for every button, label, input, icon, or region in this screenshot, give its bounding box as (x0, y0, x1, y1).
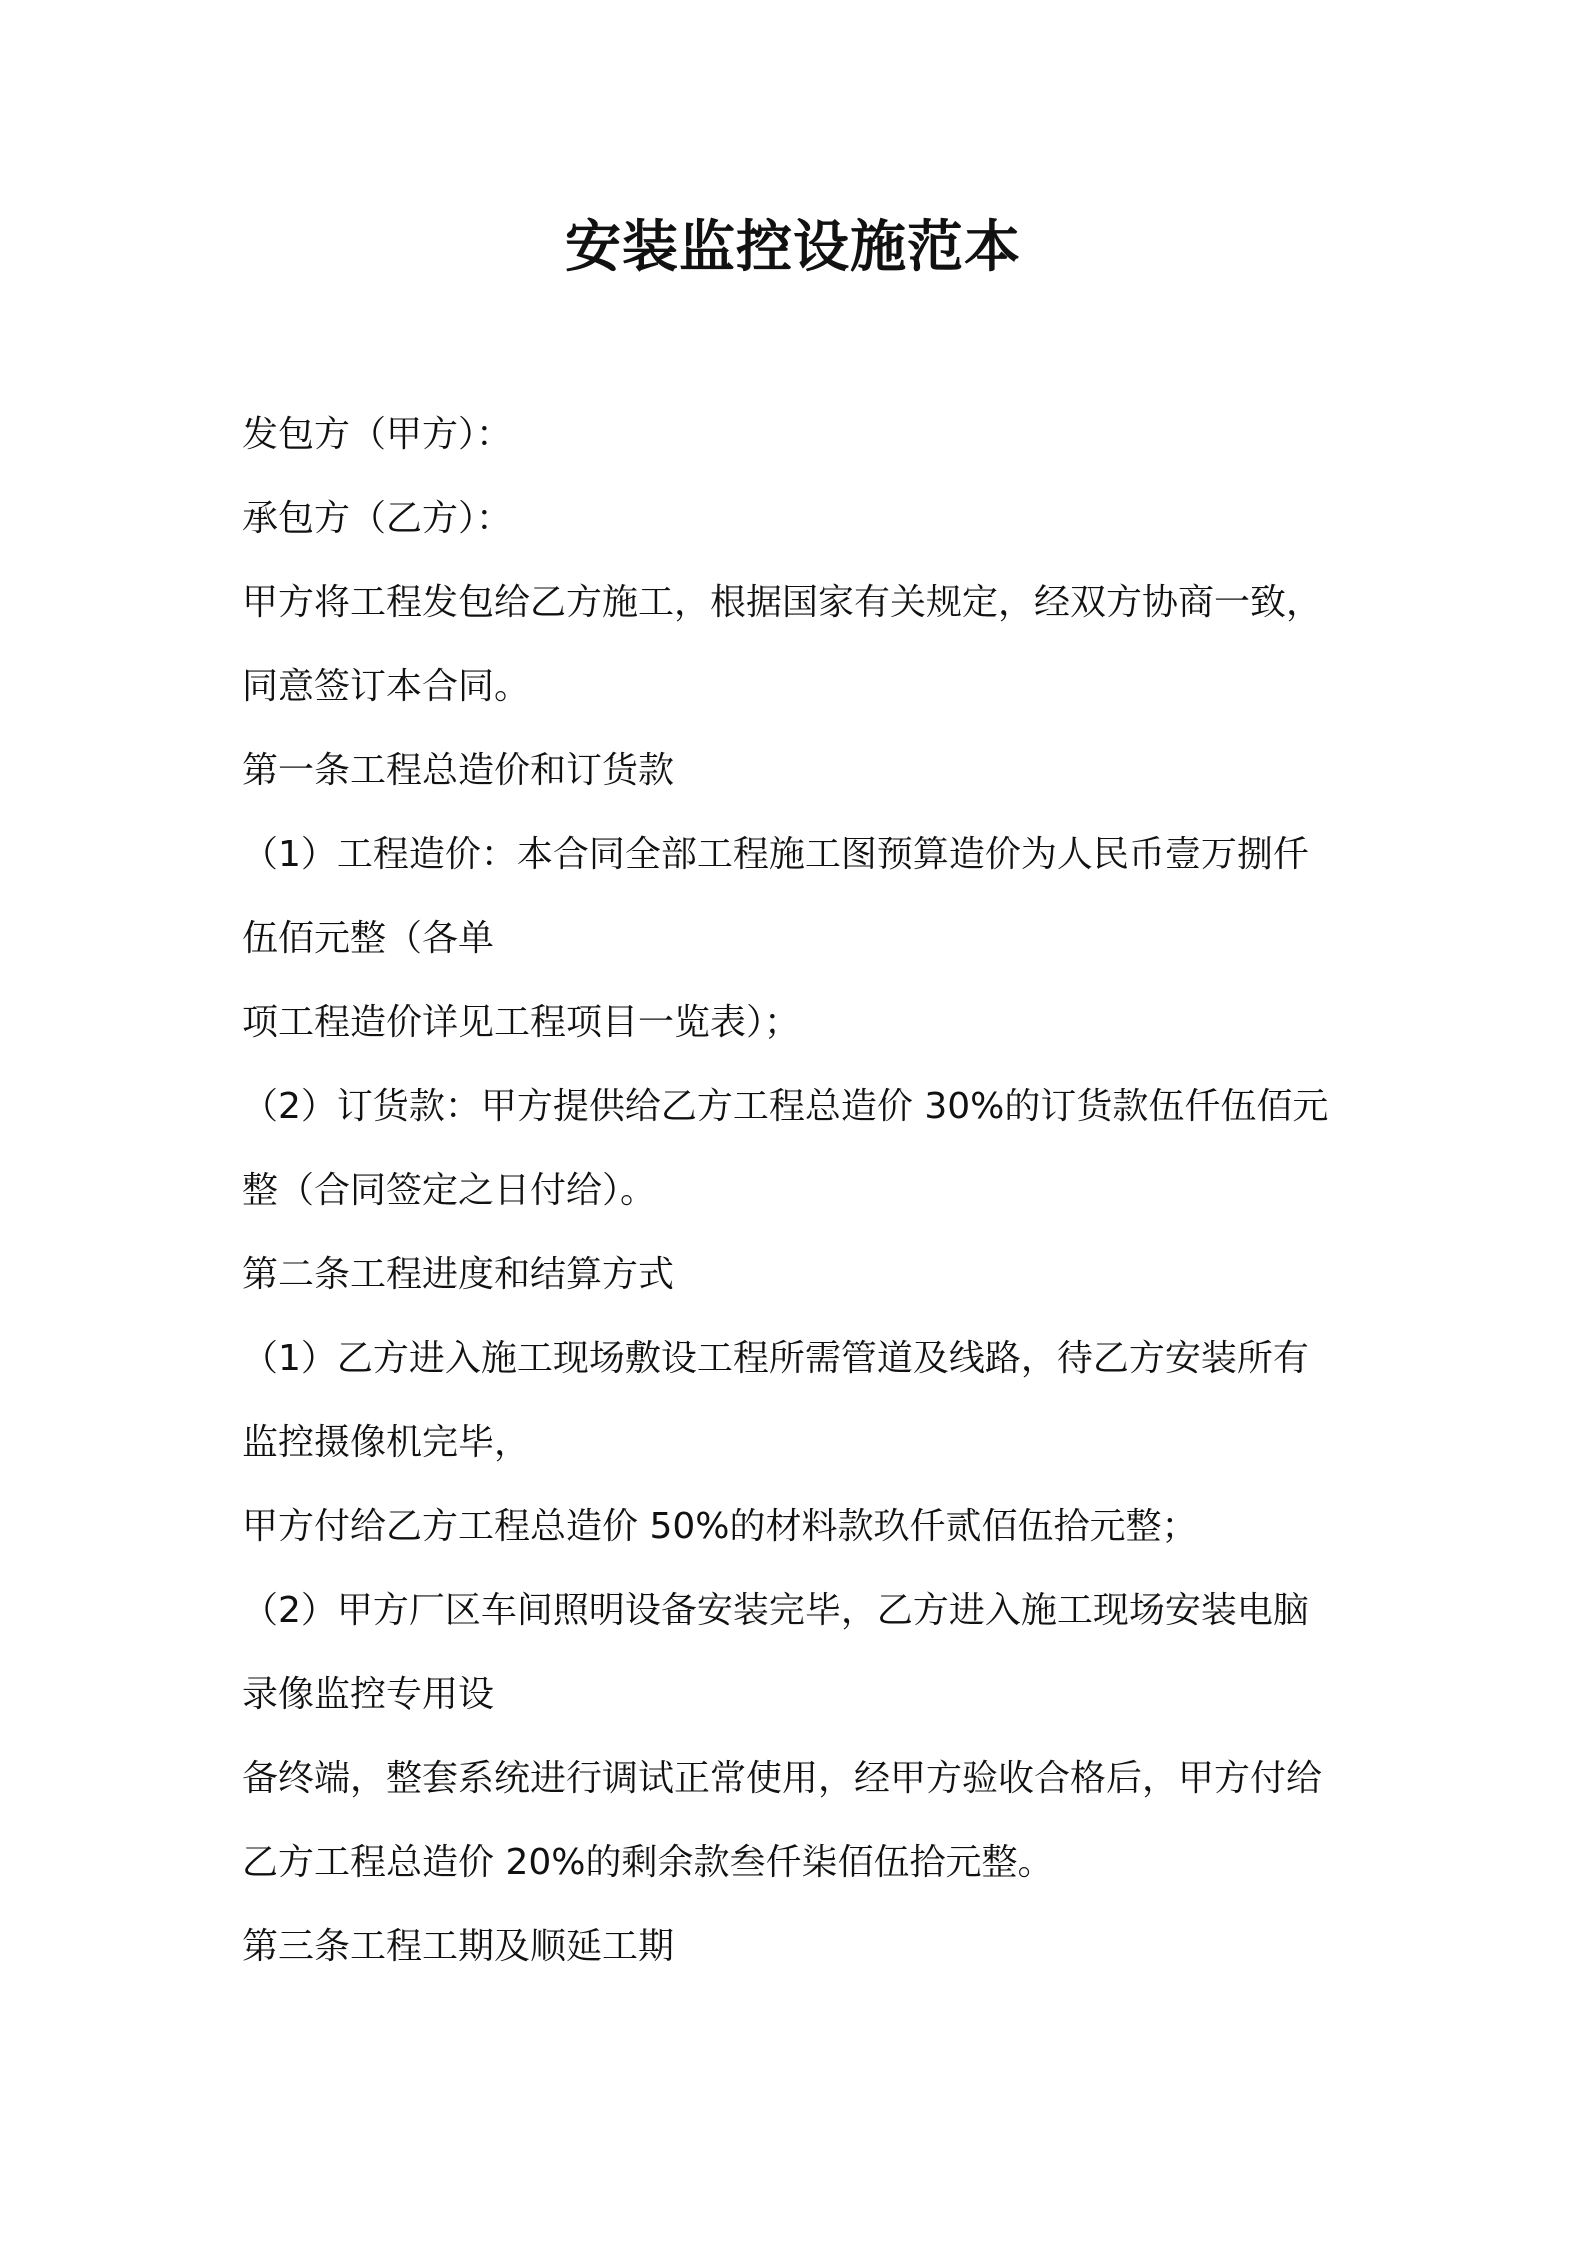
article-2-clause-1-line: 监控摄像机完毕， (242, 1422, 531, 1463)
article-2-clause-1-line: 甲方付给乙方工程总造价 50%的材料款玖仟贰佰伍拾元整； (242, 1506, 1198, 1547)
preamble-line: 同意签订本合同。 (242, 666, 531, 707)
article-1-heading: 第一条工程总造价和订货款 (242, 750, 675, 791)
article-1-clause-2-line: （2）订货款：甲方提供给乙方工程总造价 30%的订货款伍仟伍佰元 (242, 1086, 1329, 1127)
party-b-line: 承包方（乙方）： (242, 498, 513, 539)
article-2-clause-2-line: 备终端，整套系统进行调试正常使用，经甲方验收合格后，甲方付给 (242, 1758, 1323, 1799)
article-2-clause-2-line: 乙方工程总造价 20%的剩余款叁仟柒佰伍拾元整。 (242, 1842, 1054, 1883)
article-1-clause-2-line: 整（合同签定之日付给）。 (242, 1170, 657, 1211)
party-a-line: 发包方（甲方）： (242, 414, 513, 455)
article-1-clause-1-line: 项工程造价详见工程项目一览表）； (242, 1002, 801, 1043)
preamble-line: 甲方将工程发包给乙方施工，根据国家有关规定，经双方协商一致， (242, 582, 1323, 623)
article-1-clause-1-line: 伍佰元整（各单 (242, 918, 495, 959)
article-2-clause-1-line: （1）乙方进入施工现场敷设工程所需管道及线路，待乙方安装所有 (242, 1338, 1309, 1379)
article-2-clause-2-line: （2）甲方厂区车间照明设备安装完毕，乙方进入施工现场安装电脑 (242, 1590, 1309, 1631)
document-title: 安装监控设施范本 (565, 215, 1021, 280)
article-3-heading: 第三条工程工期及顺延工期 (242, 1926, 675, 1967)
article-1-clause-1-line: （1）工程造价：本合同全部工程施工图预算造价为人民币壹万捌仟 (242, 834, 1309, 875)
article-2-clause-2-line: 录像监控专用设 (242, 1674, 495, 1715)
article-2-heading: 第二条工程进度和结算方式 (242, 1254, 675, 1295)
document-body (242, 393, 1442, 1989)
